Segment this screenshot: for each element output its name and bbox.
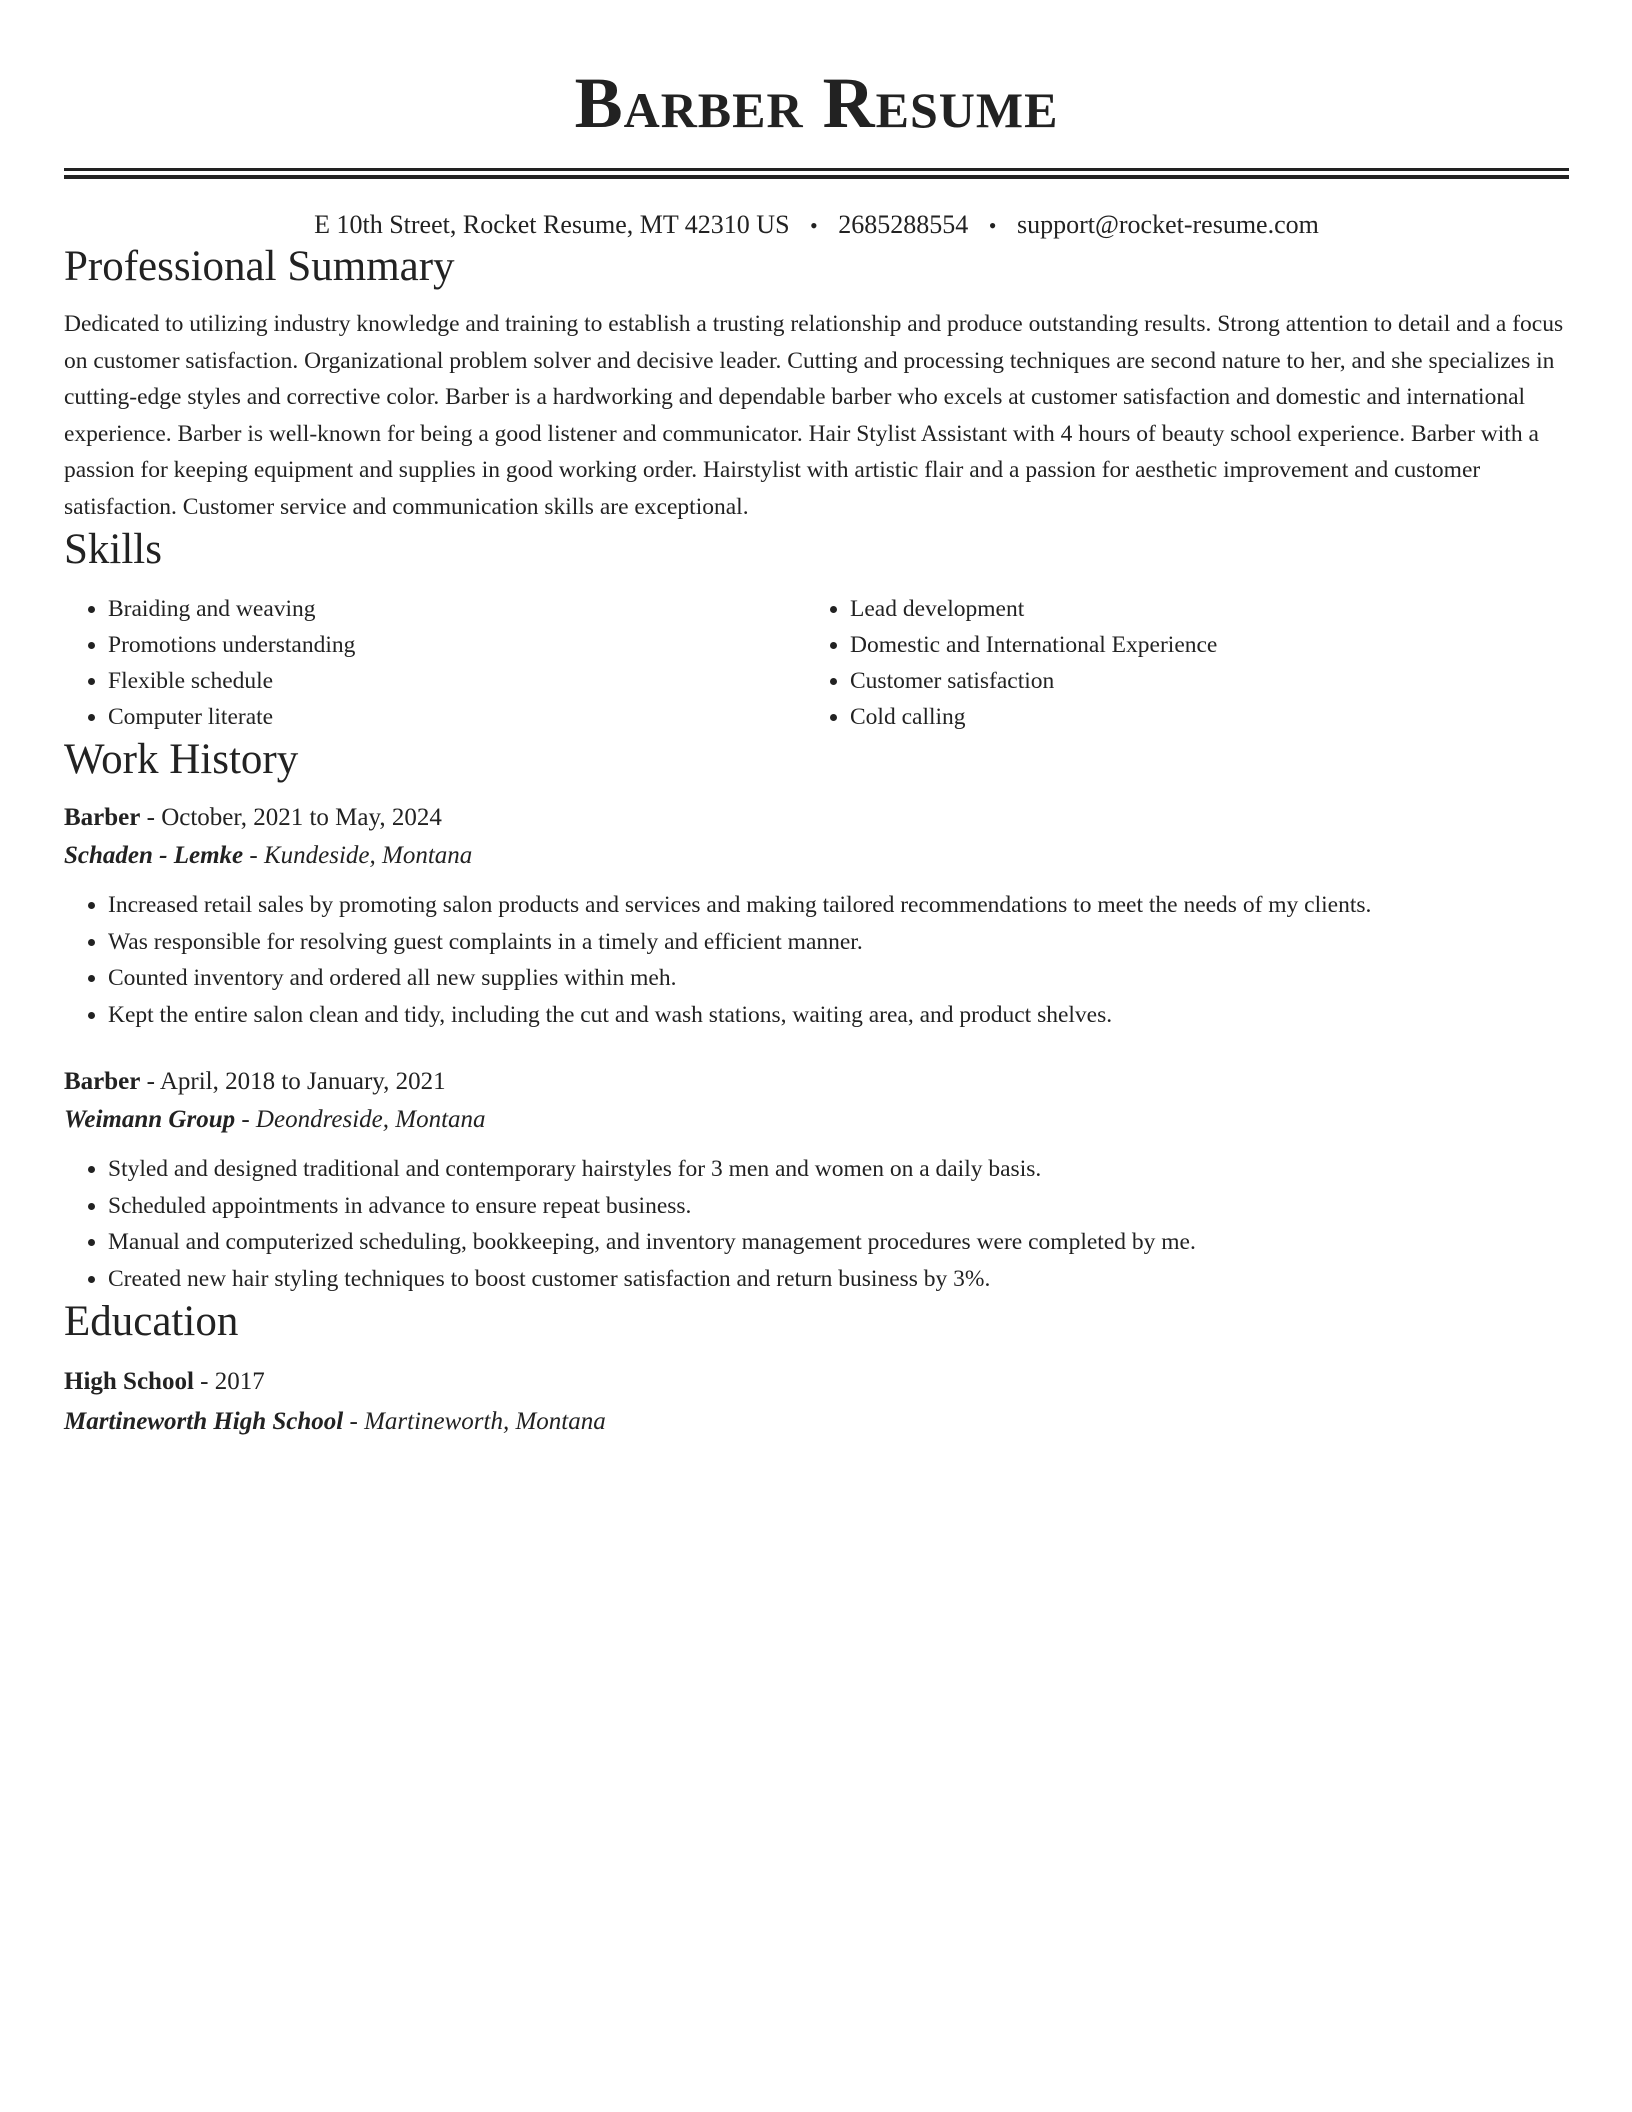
- skill-item: • Customer satisfaction: [850, 663, 1548, 699]
- contact-phone: 2685288554: [838, 210, 969, 239]
- contact-line: [64, 209, 1569, 242]
- contact-email: support@rocket-resume.com: [1016, 210, 1319, 239]
- job-entry: [64, 1063, 1569, 1297]
- skills-heading: Skills: [64, 526, 162, 573]
- job-employer: [64, 837, 1569, 875]
- job-company: Weimann Group: [64, 1106, 236, 1133]
- job-title: Barber: [64, 1068, 141, 1095]
- job-bullet: • Scheduled appointments in advance to ensure repeat business.: [108, 1188, 1569, 1225]
- job-title: Barber: [64, 804, 141, 831]
- skill-item: • Cold calling: [850, 699, 1548, 735]
- job-location: - Kundeside, Montana: [243, 842, 473, 869]
- skills-list-left: [64, 591, 806, 735]
- job-bullets: [64, 1151, 1569, 1297]
- job-bullet: • Increased retail sales by promoting salon products and services and making tailored recommendations to meet the needs of my clients.: [108, 887, 1569, 924]
- job-location: - Deondreside, Montana: [235, 1106, 486, 1133]
- job-dates: - April, 2018 to January, 2021: [140, 1068, 446, 1095]
- resume-page: [64, 0, 1569, 1441]
- contact-separator: •: [810, 213, 818, 238]
- skills-grid: [64, 591, 1569, 735]
- job-heading: [64, 799, 1569, 837]
- skill-item: • Promotions understanding: [108, 627, 806, 663]
- skill-item: • Lead development: [850, 591, 1548, 627]
- skill-item: • Computer literate: [108, 699, 806, 735]
- education-heading: Education: [64, 1298, 239, 1345]
- contact-separator: •: [988, 213, 997, 238]
- job-company: Schaden - Lemke: [64, 842, 244, 869]
- skill-item: • Braiding and weaving: [108, 591, 806, 627]
- job-bullet: • Counted inventory and ordered all new supplies within meh.: [108, 960, 1569, 997]
- job-bullet: • Styled and designed traditional and contemporary hairstyles for 3 men and women on a daily basis.: [108, 1151, 1569, 1188]
- job-bullet: • Kept the entire salon clean and tidy, including the cut and wash stations, waiting area, and product shelves.: [108, 997, 1569, 1034]
- contact-address: E 10th Street, Rocket Resume, MT 42310 US: [314, 210, 790, 239]
- job-bullet: • Created new hair styling techniques to boost customer satisfaction and return business by 3%.: [108, 1261, 1569, 1298]
- job-bullet: • Manual and computerized scheduling, bookkeeping, and inventory management procedures were completed by me.: [108, 1224, 1569, 1261]
- resume-title: Barber Resume: [574, 63, 1059, 143]
- skill-item: • Flexible schedule: [108, 663, 806, 699]
- job-heading: [64, 1063, 1569, 1101]
- job-dates: - October, 2021 to May, 2024: [140, 804, 442, 831]
- job-entry: [64, 799, 1569, 1033]
- job-bullets: [64, 887, 1569, 1033]
- education-location: - Martineworth, Montana: [343, 1408, 606, 1435]
- summary-heading: Professional Summary: [64, 243, 455, 290]
- work-history-heading: Work History: [64, 736, 299, 783]
- job-employer: [64, 1101, 1569, 1139]
- title-divider: [64, 168, 1569, 179]
- education-school-line: [64, 1403, 1569, 1441]
- education-school: Martineworth High School: [64, 1408, 344, 1435]
- education-year: - 2017: [193, 1368, 265, 1395]
- skill-item: • Domestic and International Experience: [850, 627, 1548, 663]
- education-degree: High School: [64, 1368, 194, 1395]
- summary-text: Dedicated to utilizing industry knowledge and training to establish a trusting relationship and produce outstanding results. Strong attention to detail and a focus on customer satisfaction. Organizational problem solver and decisive leader. Cutting and processing techniques are second nature to her, and she specializes in cutting-edge styles and corrective color. Barber is a hardworking and dependable barber who excels at customer satisfaction and domestic and international experience. Barber is well-known for being a good listener and communicator. Hair Stylist Assistant with 4 hours of beauty school experience. Barber with a passion for keeping equipment and supplies in good working order. Hairstylist with artistic flair and a passion for aesthetic improvement and customer satisfaction. Customer service and communication skills are exceptional.: [64, 311, 1564, 520]
- job-bullet: • Was responsible for resolving guest complaints in a timely and efficient manner.: [108, 924, 1569, 961]
- skills-list-right: [806, 591, 1548, 735]
- education-degree-line: [64, 1363, 1569, 1401]
